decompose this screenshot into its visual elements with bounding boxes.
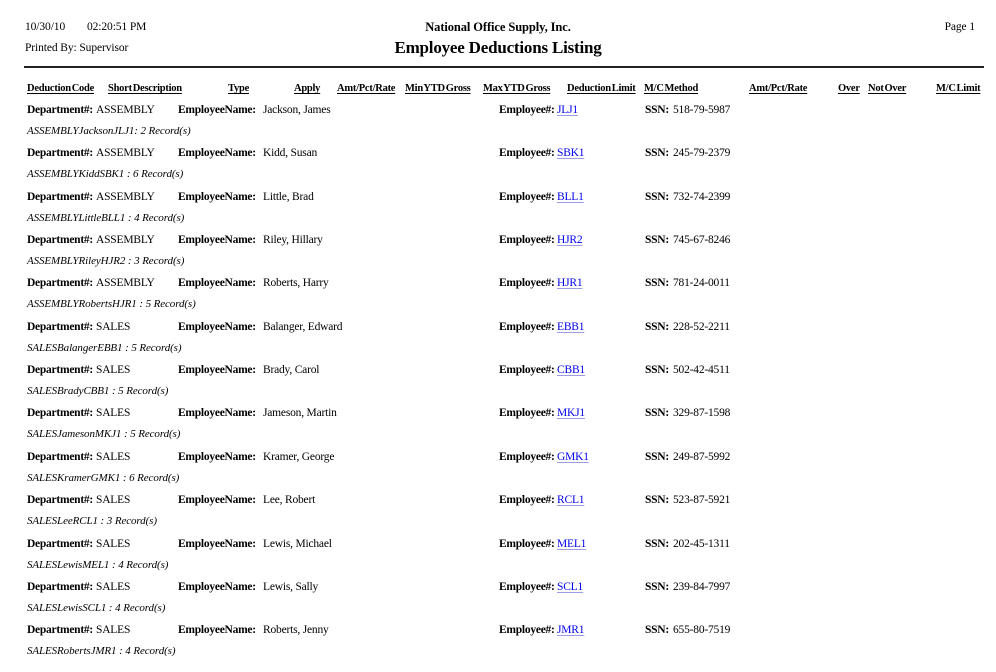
column-header-not-over: Not Over (868, 83, 907, 94)
department-label: Department#: (27, 277, 93, 290)
ssn-value: 732-74-2399 (673, 190, 731, 203)
employee-number-label: Employee#: (499, 537, 555, 550)
employee-record-row (0, 104, 996, 148)
employee-name-label: EmployeeName: (178, 190, 256, 203)
employee-name-value: Jameson, Martin (263, 407, 337, 420)
employee-number-link[interactable]: RCL1 (557, 494, 585, 507)
employee-record-row (0, 321, 996, 365)
department-value: SALES (96, 494, 131, 507)
department-value: SALES (96, 624, 131, 637)
employee-name-label: EmployeeName: (178, 494, 256, 507)
department-label: Department#: (27, 190, 93, 203)
employee-name-label: EmployeeName: (178, 104, 256, 116)
employee-number-link[interactable]: MKJ1 (557, 407, 585, 420)
header-divider-line (24, 66, 984, 68)
employee-name-label: EmployeeName: (178, 364, 256, 377)
ssn-value: 228-52-2211 (673, 320, 730, 333)
department-label: Department#: (27, 494, 93, 507)
record-summary: ASSEMBLYRobertsHJR1 : 5 Record(s) (27, 298, 196, 311)
department-value: SALES (96, 364, 131, 377)
department-label: Department#: (27, 104, 93, 116)
column-header-amt-pct-rate-2: Amt/Pct/Rate (749, 83, 808, 94)
employee-number-label: Employee#: (499, 234, 555, 247)
employee-number-link[interactable]: EBB1 (557, 320, 585, 333)
department-value: SALES (96, 450, 131, 463)
department-label: Department#: (27, 320, 93, 333)
record-summary: SALESLewisMEL1 : 4 Record(s) (27, 558, 169, 571)
employee-name-value: Roberts, Jenny (263, 624, 329, 637)
employee-number-link[interactable]: SCL1 (557, 580, 584, 593)
department-label: Department#: (27, 364, 93, 377)
record-summary: SALESKramerGMK1 : 6 Record(s) (27, 471, 180, 484)
department-value: SALES (96, 407, 131, 420)
employee-name-value: Roberts, Harry (263, 277, 329, 290)
ssn-value: 245-79-2379 (673, 147, 731, 160)
employee-record-row (0, 624, 996, 668)
ssn-value: 249-87-5992 (673, 450, 731, 463)
employee-number-label: Employee#: (499, 580, 555, 593)
employee-number-link[interactable]: HJR1 (557, 277, 583, 290)
ssn-label: SSN: (645, 364, 669, 377)
employee-number-link[interactable]: CBB1 (557, 364, 585, 377)
column-header-amt-pct-rate-1: Amt/Pct/Rate (337, 83, 396, 94)
employee-name-value: Brady, Carol (263, 364, 320, 377)
ssn-label: SSN: (645, 450, 669, 463)
employee-number-label: Employee#: (499, 147, 555, 160)
page-number: Page 1 (944, 21, 975, 33)
ssn-label: SSN: (645, 147, 669, 160)
ssn-value: 655-80-7519 (673, 624, 731, 637)
ssn-label: SSN: (645, 190, 669, 203)
employee-record-row (0, 494, 996, 538)
employee-number-label: Employee#: (499, 364, 555, 377)
employee-name-label: EmployeeName: (178, 277, 256, 290)
employee-name-value: Lewis, Sally (263, 580, 319, 593)
department-label: Department#: (27, 407, 93, 420)
ssn-label: SSN: (645, 104, 669, 116)
department-label: Department#: (27, 147, 93, 160)
print-date: 10/30/10 (25, 21, 66, 33)
record-summary: ASSEMBLYJacksonJLJ1: 2 Record(s) (27, 125, 191, 137)
employee-name-label: EmployeeName: (178, 234, 256, 247)
employee-name-value: Kramer, George (263, 450, 335, 463)
department-value: ASSEMBLY (96, 104, 155, 116)
department-value: ASSEMBLY (96, 277, 155, 290)
department-value: ASSEMBLY (96, 234, 155, 247)
ssn-value: 523-87-5921 (673, 494, 731, 507)
column-header-over: Over (838, 83, 860, 94)
employee-record-row (0, 364, 996, 408)
record-summary: SALESJamesonMKJ1 : 5 Record(s) (27, 428, 181, 441)
employee-number-link[interactable]: JLJ1 (557, 104, 578, 116)
department-value: ASSEMBLY (96, 190, 155, 203)
employee-record-row (0, 191, 996, 235)
ssn-label: SSN: (645, 320, 669, 333)
department-label: Department#: (27, 580, 93, 593)
record-summary: SALESRobertsJMR1 : 4 Record(s) (27, 645, 176, 658)
ssn-label: SSN: (645, 277, 669, 290)
department-value: SALES (96, 537, 131, 550)
department-label: Department#: (27, 537, 93, 550)
ssn-value: 502-42-4511 (673, 364, 730, 377)
employee-name-value: Jackson, James (263, 104, 331, 116)
employee-record-row (0, 147, 996, 191)
employee-record-row (0, 451, 996, 495)
record-summary: ASSEMBLYKiddSBK1 : 6 Record(s) (27, 168, 184, 181)
record-summary: SALESBradyCBB1 : 5 Record(s) (27, 385, 169, 398)
employee-name-label: EmployeeName: (178, 580, 256, 593)
record-summary: SALESBalangerEBB1 : 5 Record(s) (27, 341, 182, 354)
column-header-max-ytd-gross: Max YTD Gross (483, 83, 551, 94)
record-summary: ASSEMBLYLittleBLL1 : 4 Record(s) (27, 211, 185, 224)
employee-number-label: Employee#: (499, 450, 555, 463)
record-summary: SALESLeeRCL1 : 3 Record(s) (27, 515, 157, 528)
ssn-label: SSN: (645, 624, 669, 637)
department-label: Department#: (27, 234, 93, 247)
column-header-deduction-limit: Deduction Limit (567, 83, 636, 94)
employee-number-label: Employee#: (499, 624, 555, 637)
printed-by: Printed By: Supervisor (25, 42, 129, 54)
column-header-mc-method: M/C Method (644, 83, 699, 94)
department-value: SALES (96, 580, 131, 593)
ssn-value: 518-79-5987 (673, 104, 731, 116)
employee-name-label: EmployeeName: (178, 320, 256, 333)
employee-name-label: EmployeeName: (178, 407, 256, 420)
ssn-value: 745-67-8246 (673, 234, 731, 247)
ssn-value: 202-45-1311 (673, 537, 730, 550)
record-summary: ASSEMBLYRileyHJR2 : 3 Record(s) (27, 255, 185, 268)
department-value: ASSEMBLY (96, 147, 155, 160)
report-title: Employee Deductions Listing (394, 38, 602, 57)
ssn-label: SSN: (645, 537, 669, 550)
employee-record-row (0, 538, 996, 582)
employee-number-link[interactable]: SBK1 (557, 147, 585, 160)
column-header-type: Type (228, 83, 249, 94)
ssn-label: SSN: (645, 580, 669, 593)
employee-name-value: Lewis, Michael (263, 537, 332, 550)
record-summary: SALESLewisSCL1 : 4 Record(s) (27, 601, 166, 614)
employee-number-link[interactable]: BLL1 (557, 190, 584, 203)
employee-name-value: Little, Brad (263, 190, 314, 203)
employee-record-row (0, 277, 996, 321)
column-header-mc-limit: M/C Limit (936, 83, 981, 94)
employee-number-link[interactable]: HJR2 (557, 234, 583, 247)
ssn-label: SSN: (645, 494, 669, 507)
column-header-apply: Apply (294, 83, 321, 94)
employee-name-value: Kidd, Susan (263, 147, 318, 160)
department-label: Department#: (27, 624, 93, 637)
employee-number-link[interactable]: MEL1 (557, 537, 587, 550)
employee-record-row (0, 581, 996, 625)
company-name: National Office Supply, Inc. (425, 20, 571, 34)
ssn-value: 781-24-0011 (673, 277, 730, 290)
employee-name-label: EmployeeName: (178, 147, 256, 160)
employee-record-row (0, 407, 996, 451)
employee-number-label: Employee#: (499, 494, 555, 507)
ssn-label: SSN: (645, 407, 669, 420)
ssn-value: 329-87-1598 (673, 407, 731, 420)
employee-name-value: Balanger, Edward (263, 320, 343, 333)
department-label: Department#: (27, 450, 93, 463)
employee-name-value: Lee, Robert (263, 494, 316, 507)
employee-number-label: Employee#: (499, 277, 555, 290)
ssn-label: SSN: (645, 234, 669, 247)
column-header-deduction-code: Deduction Code (27, 83, 95, 94)
print-time: 02:20:51 PM (87, 21, 147, 33)
ssn-value: 239-84-7997 (673, 580, 731, 593)
department-value: SALES (96, 320, 131, 333)
employee-number-label: Employee#: (499, 190, 555, 203)
column-header-short-description: Short Description (108, 83, 182, 94)
employee-number-label: Employee#: (499, 407, 555, 420)
employee-number-link[interactable]: JMR1 (557, 624, 585, 637)
employee-record-row (0, 234, 996, 278)
employee-name-label: EmployeeName: (178, 624, 256, 637)
employee-number-label: Employee#: (499, 320, 555, 333)
employee-name-value: Riley, Hillary (263, 234, 323, 247)
employee-name-label: EmployeeName: (178, 450, 256, 463)
column-header-min-ytd-gross: Min YTD Gross (405, 83, 471, 94)
employee-number-link[interactable]: GMK1 (557, 450, 589, 463)
employee-name-label: EmployeeName: (178, 537, 256, 550)
employee-number-label: Employee#: (499, 104, 555, 116)
